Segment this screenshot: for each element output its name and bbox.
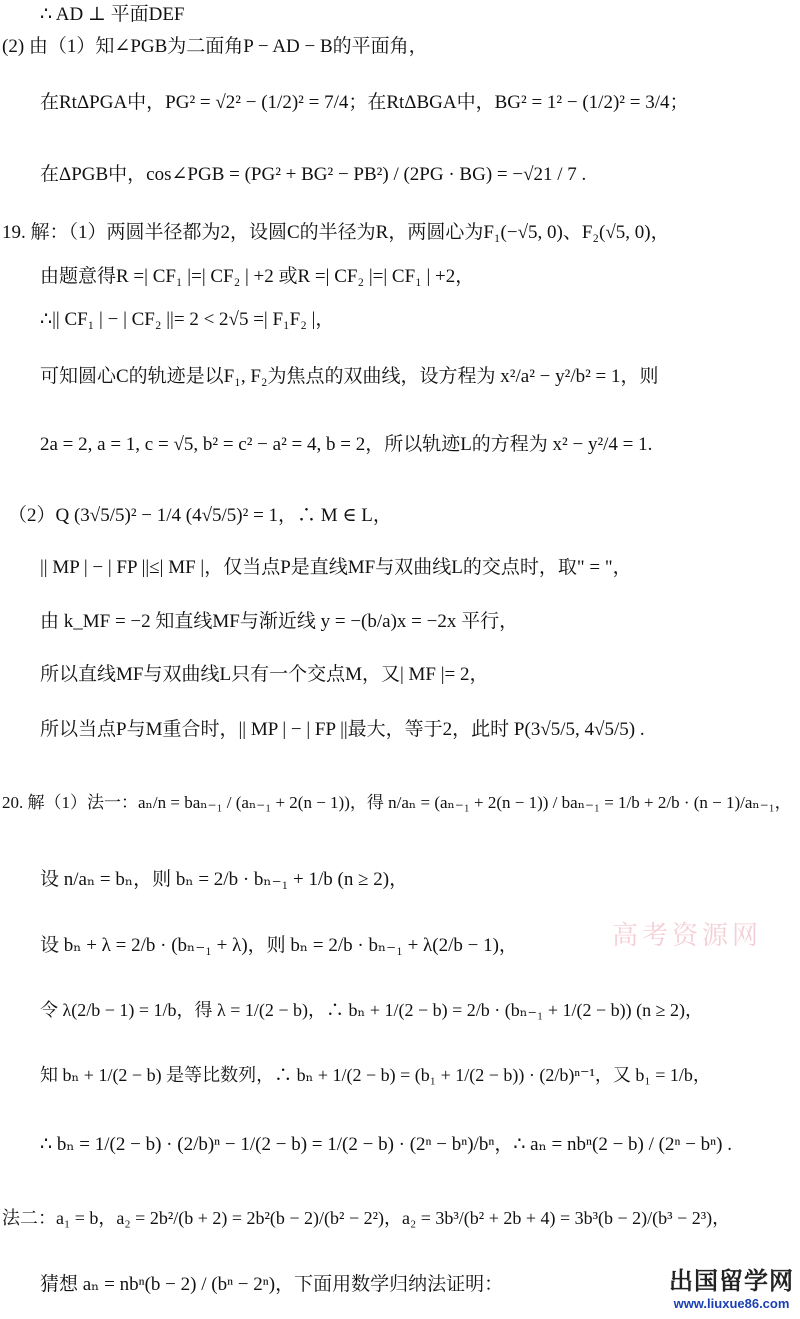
text-line: 在RtΔPGA中，PG² = √2² − (1/2)² = 7/4；在RtΔBGA中，BG² = 1² − (1/2)² = 3/4；: [40, 92, 689, 113]
logo-name: 出国留学网: [669, 1267, 794, 1295]
text-line: 可知圆心C的轨迹是以F₁, F₂为焦点的双曲线，设方程为 x²/a² − y²/b² = 1，则: [40, 366, 659, 387]
text-line: 在ΔPGB中，cos∠PGB = (PG² + BG² − PB²) / (2PG · BG) = −√21 / 7 .: [40, 164, 587, 185]
text-line: ∴|| CF₁ | − | CF₂ ||= 2 < 2√5 =| F₁F₂ |，: [40, 309, 335, 330]
watermark: 高考资源网: [612, 921, 763, 951]
text-line: 令 λ(2/b − 1) = 1/b，得 λ = 1/(2 − b)，∴ bₙ + 1/(2 − b) = 2/b · (bₙ₋₁ + 1/(2 − b)) (n ≥ 2)，: [40, 1000, 703, 1020]
text-line: 法二：a₁ = b，a₂ = 2b²/(b + 2) = 2b²(b − 2)/(b² − 2²)，a₂ = 3b³/(b² + 2b + 4) = 3b³(b − 2)/(b³ − 2³)，: [2, 1208, 731, 1228]
text-line: 所以直线MF与双曲线L只有一个交点M，又| MF |= 2，: [40, 664, 489, 685]
logo-url: www.liuxue86.com: [673, 1296, 790, 1311]
text-line: ∴ bₙ = 1/(2 − b) · (2/b)ⁿ − 1/(2 − b) = 1/(2 − b) · (2ⁿ − bⁿ)/bⁿ，∴ aₙ = nbⁿ(2 − b) / (2ⁿ − bⁿ) .: [40, 1134, 732, 1155]
text-line: 设 bₙ + λ = 2/b · (bₙ₋₁ + λ)，则 bₙ = 2/b · bₙ₋₁ + λ(2/b − 1)，: [40, 935, 518, 956]
text-line: 2a = 2, a = 1, c = √5, b² = c² − a² = 4, b = 2，所以轨迹L的方程为 x² − y²/4 = 1.: [40, 434, 653, 455]
text-line: 由 k_MF = −2 知直线MF与渐近线 y = −(b/a)x = −2x 平行，: [40, 611, 519, 632]
text-line: 所以当点P与M重合时，|| MP | − | FP ||最大，等于2，此时 P(3√5/5, 4√5/5) .: [40, 719, 645, 740]
text-line: ∴ AD ⊥ 平面DEF: [40, 4, 185, 25]
text-line: 知 bₙ + 1/(2 − b) 是等比数列，∴ bₙ + 1/(2 − b) = (b₁ + 1/(2 − b)) · (2/b)ⁿ⁻¹，又 b₁ = 1/b，: [40, 1065, 711, 1085]
text-line: 由题意得R =| CF₁ |=| CF₂ | +2 或R =| CF₂ |=| CF₁ | +2，: [40, 266, 475, 287]
text-line: 19. 解：（1）两圆半径都为2，设圆C的半径为R，两圆心为F₁(−√5, 0)、F₂(√5, 0)，: [2, 222, 670, 243]
text-line: || MP | − | FP ||≤| MF |，仅当点P是直线MF与双曲线L的交点时，取" = "，: [40, 557, 632, 578]
text-line: （2）Q (3√5/5)² − 1/4 (4√5/5)² = 1，∴ M ∈ L，: [8, 505, 392, 526]
site-logo: [669, 1261, 794, 1311]
text-line: 设 n/aₙ = bₙ，则 bₙ = 2/b · bₙ₋₁ + 1/b (n ≥ 2)，: [40, 869, 409, 890]
text-line: 猜想 aₙ = nbⁿ(b − 2) / (bⁿ − 2ⁿ)，下面用数学归纳法证明：: [40, 1274, 504, 1295]
text-line: 20. 解（1）法一：aₙ/n = baₙ₋₁ / (aₙ₋₁ + 2(n − 1))，得 n/aₙ = (aₙ₋₁ + 2(n − 1)) / baₙ₋₁ = 1/b + 2/b · (n − 1)/aₙ₋₁，: [2, 793, 792, 812]
text-line: (2) 由（1）知∠PGB为二面角P − AD − B的平面角，: [2, 36, 428, 57]
